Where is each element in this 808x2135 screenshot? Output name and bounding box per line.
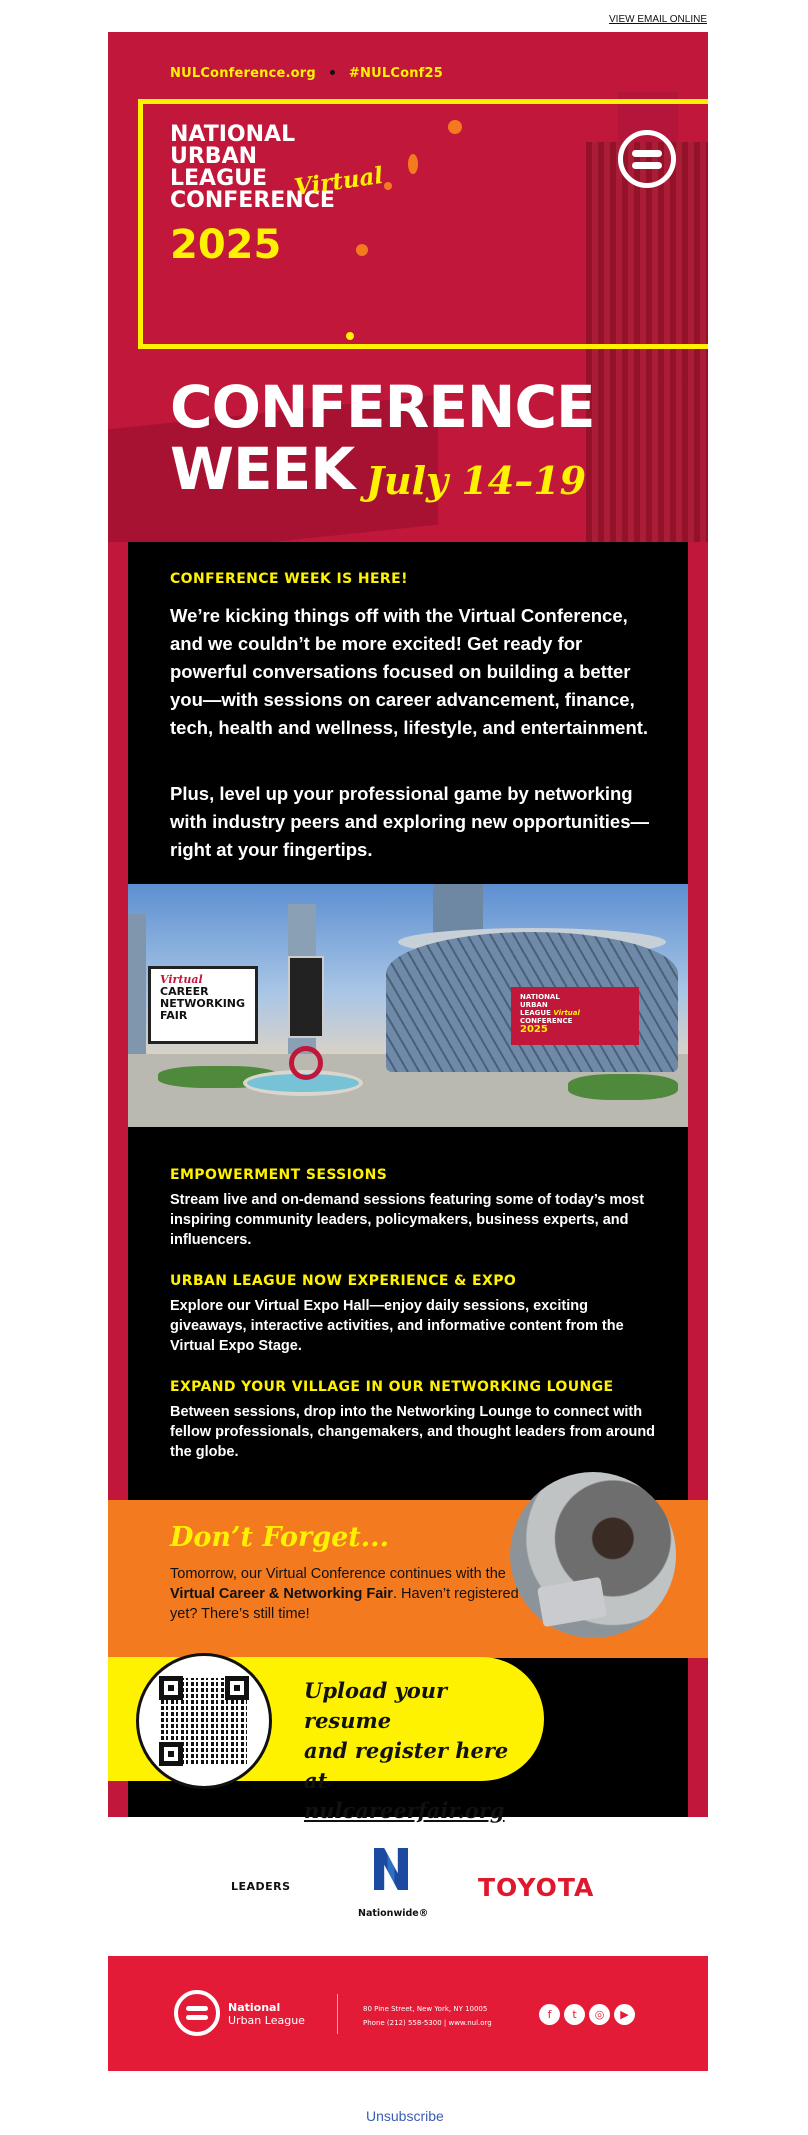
grass-patch — [568, 1074, 678, 1100]
section-text-empowerment: Stream live and on-demand sessions featuring some of today’s most inspiring community leaders, policymakers, business experts, and influencers. — [170, 1192, 645, 1248]
career-fair-link[interactable]: nulcareerfair.org — [304, 1798, 505, 1823]
unsubscribe-link[interactable]: Unsubscribe — [366, 2108, 444, 2124]
hero-tags — [170, 66, 443, 81]
title-line: WEEK — [170, 435, 355, 503]
sponsor-leaders-logo: LEADERS — [231, 1880, 291, 1893]
sponsor-nationwide-logo: Nationwide® — [358, 1908, 429, 1919]
site-link[interactable]: NULConference.org — [170, 66, 316, 81]
threads-icon[interactable]: t — [564, 2004, 585, 2025]
section-label-networking: EXPAND YOUR VILLAGE IN OUR NETWORKING LOUNGE — [170, 1379, 614, 1395]
section-label-expo: URBAN LEAGUE NOW EXPERIENCE & EXPO — [170, 1273, 517, 1289]
billboard-line: URBAN — [520, 1001, 548, 1009]
section-label-empowerment: EMPOWERMENT SESSIONS — [170, 1167, 388, 1183]
sign-line: NETWORKING — [160, 997, 246, 1010]
footer-divider — [337, 1994, 338, 2034]
logo-line: NATIONAL — [170, 122, 296, 147]
sign-line: FAIR — [160, 1009, 188, 1022]
footer-urban-league-logo-icon — [174, 1990, 220, 2036]
reminder-text — [170, 1564, 520, 1624]
logo-line: LEAGUE — [170, 166, 268, 191]
intro-paragraph-1: We’re kicking things off with the Virtual Conference, and we couldn’t be more excited! Get ready for powerful conversations focused on building a better you—with sessions on career advancement, finance, tech, health and wellness, lifestyle, and entertainment. — [170, 605, 649, 738]
sign-line: CAREER — [160, 985, 209, 998]
reminder-text-part: . Haven’t registered yet? There’s still time! — [170, 1586, 519, 1622]
reminder-text-strong: Virtual Career & Networking Fair — [170, 1586, 393, 1602]
billboard-virtual: Virtual — [553, 1009, 580, 1017]
footer-address-line: 80 Pine Street, New York, NY 10005 — [363, 2005, 488, 2013]
youtube-icon[interactable]: ▶ — [614, 2004, 635, 2025]
logo-line: CONFERENCE — [170, 188, 335, 213]
nationwide-logo-icon — [374, 1848, 408, 1890]
cta-text — [304, 1676, 534, 1826]
facebook-icon[interactable]: f — [539, 2004, 560, 2025]
reminder-text-part: Tomorrow, our Virtual Conference continues with the — [170, 1566, 506, 1582]
conference-dates: July 14–19 — [366, 458, 587, 503]
billboard-line: CONFERENCE — [520, 1017, 573, 1025]
intro-label: CONFERENCE WEEK IS HERE! — [170, 571, 408, 587]
billboard-line: NATIONAL — [520, 993, 560, 1001]
section-text-networking: Between sessions, drop into the Networking Lounge to connect with fellow professionals, changemakers, and thought leaders from around the globe. — [170, 1404, 656, 1460]
cta-line: Upload your resume — [304, 1678, 448, 1733]
footer-phone-web[interactable]: Phone (212) 558-5300 | www.nul.org — [363, 2019, 492, 2027]
sponsor-toyota-logo: TOYOTA — [478, 1873, 595, 1902]
qr-finder — [225, 1676, 249, 1700]
logo-virtual-script: Virtual — [292, 161, 385, 202]
footer-org-line: National — [228, 2001, 281, 2014]
footer-org-line: Urban League — [228, 2014, 305, 2027]
billboard-line: LEAGUE — [520, 1009, 551, 1017]
footer-address — [363, 2002, 492, 2030]
title-line: CONFERENCE — [170, 373, 595, 441]
hashtag: #NULConf25 — [348, 66, 444, 81]
urban-league-ring-sculpture — [289, 1046, 323, 1080]
billboard-text — [520, 993, 630, 1025]
sign-virtual: Virtual — [160, 973, 203, 986]
billboard-year: 2025 — [520, 1024, 548, 1035]
qr-code[interactable] — [136, 1653, 272, 1789]
directory-sign — [288, 956, 324, 1038]
qr-finder — [159, 1742, 183, 1766]
view-email-online-link[interactable]: VIEW EMAIL ONLINE — [609, 14, 707, 25]
building — [128, 914, 146, 1064]
instagram-icon[interactable]: ◎ — [589, 2004, 610, 2025]
reminder-title: Don’t Forget... — [170, 1522, 389, 1553]
footer-org-name — [228, 2001, 305, 2027]
logo-line: URBAN — [170, 144, 258, 169]
separator-dot — [330, 70, 335, 75]
qr-finder — [159, 1676, 183, 1700]
logo-year: 2025 — [170, 222, 282, 268]
career-fair-sign-text — [160, 974, 252, 1022]
section-text-expo: Explore our Virtual Expo Hall—enjoy daily sessions, exciting giveaways, interactive activities, and informative content from the Virtual Expo Stage. — [170, 1298, 624, 1354]
cta-line: and register here at — [304, 1738, 509, 1793]
urban-league-logo-icon — [618, 130, 676, 188]
intro-paragraph-2: Plus, level up your professional game by networking with industry peers and exploring new opportunities—right at your fingertips. — [170, 783, 649, 860]
